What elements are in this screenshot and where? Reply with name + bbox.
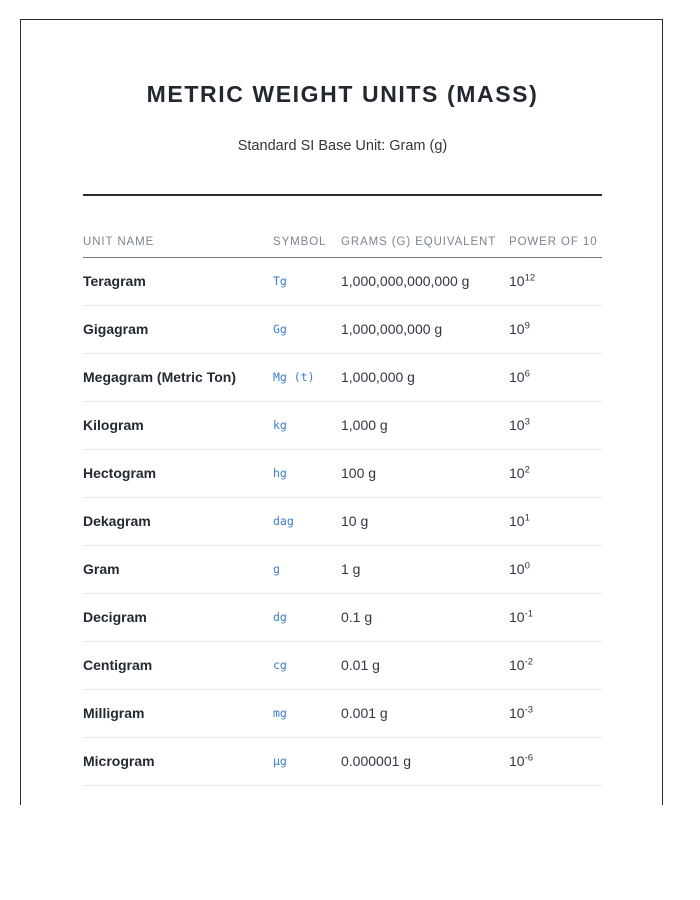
table-row bbox=[83, 353, 602, 401]
power-base: 10 bbox=[509, 417, 525, 434]
cell-symbol: µg bbox=[273, 737, 341, 785]
power-exponent: 0 bbox=[524, 560, 530, 572]
table-row bbox=[83, 641, 602, 689]
power-base: 10 bbox=[509, 657, 525, 674]
table-row bbox=[83, 737, 602, 785]
cell-grams-equivalent: 0.01 g bbox=[341, 641, 509, 689]
cell-grams-equivalent: 1,000,000,000,000 g bbox=[341, 257, 509, 305]
cell-unit-name: Gram bbox=[83, 545, 273, 593]
cell-power-of-10 bbox=[509, 353, 602, 401]
column-header-power-of-10: POWER OF 10 bbox=[509, 236, 602, 258]
cell-symbol: Gg bbox=[273, 305, 341, 353]
cell-grams-equivalent: 0.000001 g bbox=[341, 737, 509, 785]
power-exponent: 6 bbox=[524, 368, 530, 380]
cell-power-of-10 bbox=[509, 305, 602, 353]
table-row bbox=[83, 449, 602, 497]
power-base: 10 bbox=[509, 561, 525, 578]
power-base: 10 bbox=[509, 705, 525, 722]
table-row bbox=[83, 305, 602, 353]
cell-symbol: dag bbox=[273, 497, 341, 545]
power-exponent: 1 bbox=[524, 512, 530, 524]
cell-unit-name: Gigagram bbox=[83, 305, 273, 353]
cell-grams-equivalent: 100 g bbox=[341, 449, 509, 497]
column-header-symbol: SYMBOL bbox=[273, 236, 341, 258]
document-content bbox=[83, 80, 602, 786]
power-exponent: 12 bbox=[524, 272, 536, 284]
table-row bbox=[83, 593, 602, 641]
cell-unit-name: Microgram bbox=[83, 737, 273, 785]
column-header-grams-equivalent: GRAMS (G) EQUIVALENT bbox=[341, 236, 509, 258]
cell-grams-equivalent: 0.1 g bbox=[341, 593, 509, 641]
metric-weight-units-table bbox=[83, 236, 602, 786]
cell-symbol: kg bbox=[273, 401, 341, 449]
power-exponent: -2 bbox=[524, 656, 534, 668]
title-divider bbox=[83, 194, 602, 196]
cell-unit-name: Hectogram bbox=[83, 449, 273, 497]
power-base: 10 bbox=[509, 321, 525, 338]
cell-power-of-10 bbox=[509, 449, 602, 497]
cell-power-of-10 bbox=[509, 737, 602, 785]
cell-grams-equivalent: 1,000 g bbox=[341, 401, 509, 449]
cell-power-of-10 bbox=[509, 593, 602, 641]
cell-unit-name: Dekagram bbox=[83, 497, 273, 545]
cell-power-of-10 bbox=[509, 401, 602, 449]
cell-symbol: Tg bbox=[273, 257, 341, 305]
table-row bbox=[83, 401, 602, 449]
cell-symbol: cg bbox=[273, 641, 341, 689]
table-row bbox=[83, 497, 602, 545]
page-title: METRIC WEIGHT UNITS (MASS) bbox=[146, 81, 539, 107]
document-frame bbox=[20, 19, 663, 805]
cell-grams-equivalent: 1 g bbox=[341, 545, 509, 593]
cell-grams-equivalent: 1,000,000 g bbox=[341, 353, 509, 401]
cell-power-of-10 bbox=[509, 689, 602, 737]
power-exponent: -6 bbox=[524, 752, 534, 764]
column-header-unit-name: UNIT NAME bbox=[83, 236, 273, 258]
cell-symbol: mg bbox=[273, 689, 341, 737]
power-base: 10 bbox=[509, 609, 525, 626]
cell-symbol: dg bbox=[273, 593, 341, 641]
table-row bbox=[83, 257, 602, 305]
cell-grams-equivalent: 0.001 g bbox=[341, 689, 509, 737]
power-exponent: 2 bbox=[524, 464, 530, 476]
cell-symbol: hg bbox=[273, 449, 341, 497]
power-exponent: 3 bbox=[524, 416, 530, 428]
cell-unit-name: Decigram bbox=[83, 593, 273, 641]
cell-unit-name: Centigram bbox=[83, 641, 273, 689]
power-base: 10 bbox=[509, 513, 525, 530]
cell-power-of-10 bbox=[509, 641, 602, 689]
cell-grams-equivalent: 1,000,000,000 g bbox=[341, 305, 509, 353]
cell-unit-name: Megagram (Metric Ton) bbox=[83, 353, 273, 401]
power-base: 10 bbox=[509, 369, 525, 386]
power-exponent: 9 bbox=[524, 320, 530, 332]
cell-grams-equivalent: 10 g bbox=[341, 497, 509, 545]
cell-symbol: g bbox=[273, 545, 341, 593]
table-header-row bbox=[83, 236, 602, 258]
cell-unit-name: Teragram bbox=[83, 257, 273, 305]
cell-unit-name: Milligram bbox=[83, 689, 273, 737]
table-body bbox=[83, 257, 602, 785]
cell-power-of-10 bbox=[509, 257, 602, 305]
power-base: 10 bbox=[509, 465, 525, 482]
cell-power-of-10 bbox=[509, 545, 602, 593]
power-exponent: -3 bbox=[524, 704, 534, 716]
cell-symbol: Mg (t) bbox=[273, 353, 341, 401]
power-exponent: -1 bbox=[524, 608, 534, 620]
table-row bbox=[83, 689, 602, 737]
cell-unit-name: Kilogram bbox=[83, 401, 273, 449]
cell-power-of-10 bbox=[509, 497, 602, 545]
page-subtitle: Standard SI Base Unit: Gram (g) bbox=[237, 137, 448, 154]
power-base: 10 bbox=[509, 273, 525, 290]
power-base: 10 bbox=[509, 753, 525, 770]
table-row bbox=[83, 545, 602, 593]
